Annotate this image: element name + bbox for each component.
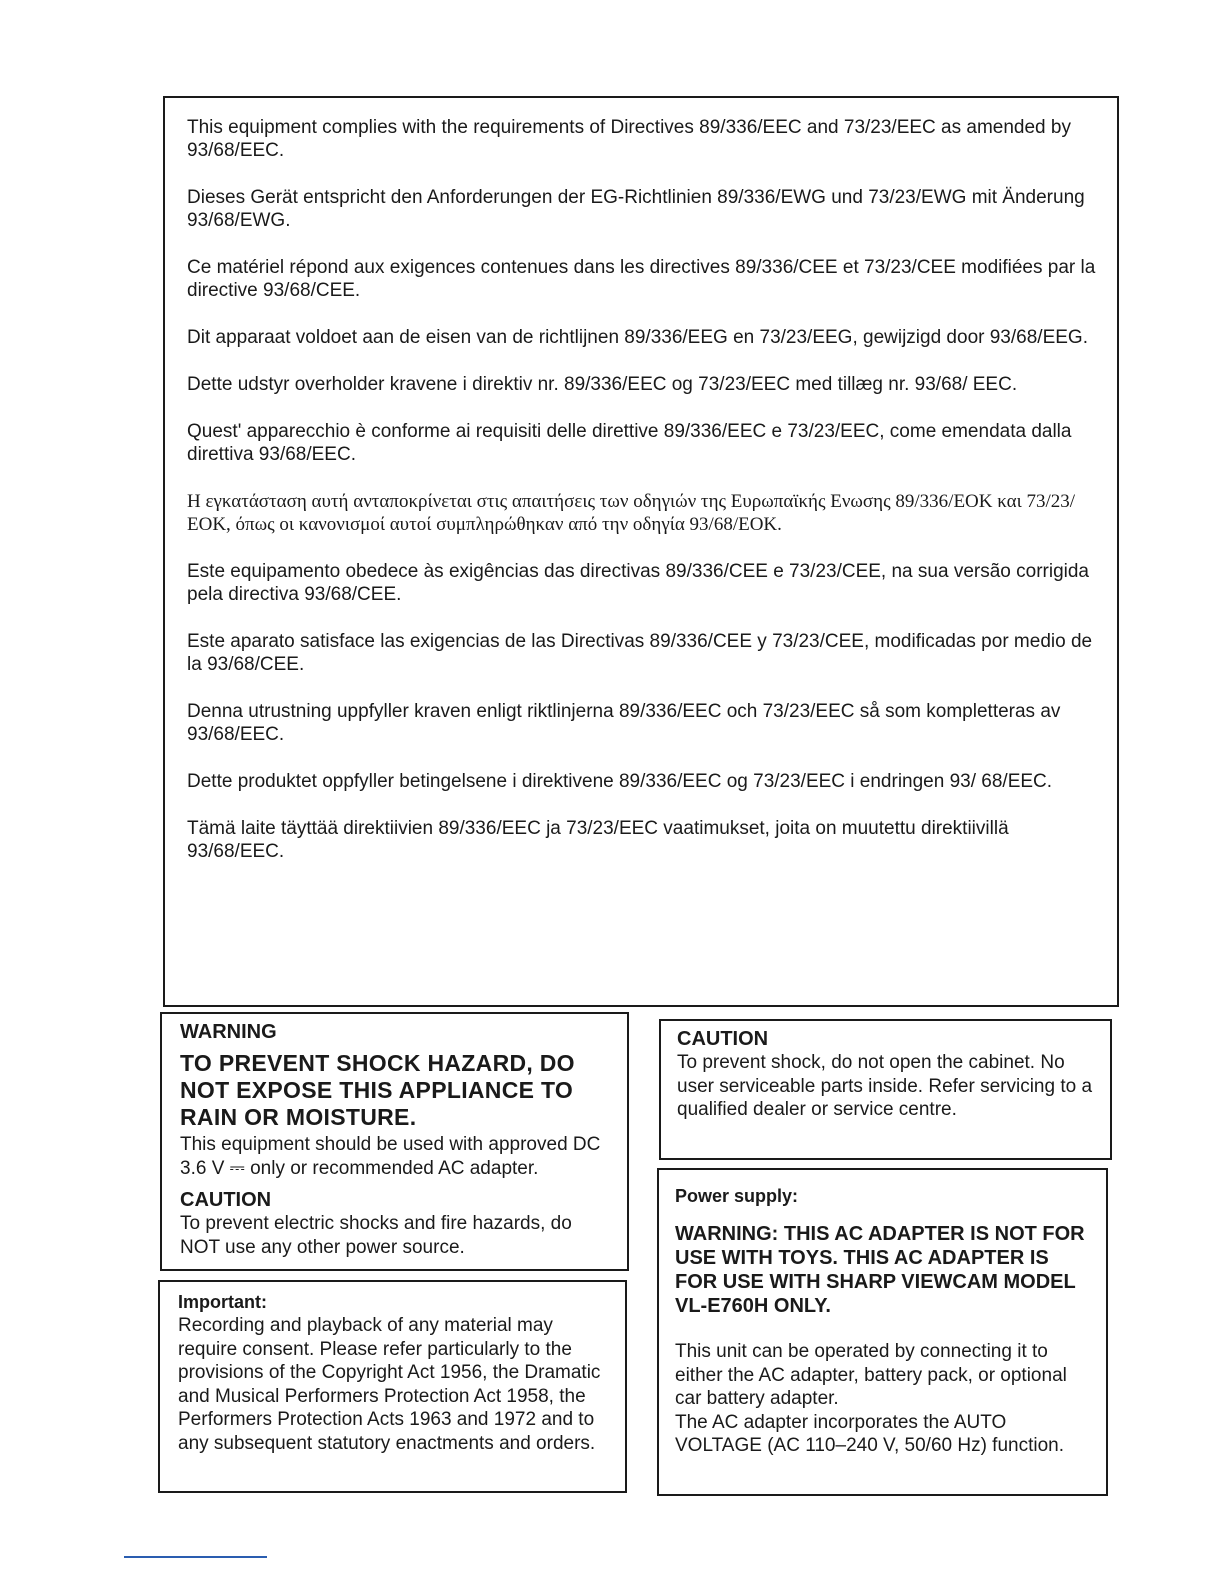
directive-italian: Quest' apparecchio è conforme ai requisiti delle direttive 89/336/EEC e 73/23/EEC, come emendata dalla direttiva 93/68/EEC. bbox=[187, 421, 1072, 465]
directive-greek: Η εγκατάσταση αυτή ανταποκρίνεται στις απαιτήσεις των οδηγιών της Ευρωπαϊκής Ενωσης 89/336/ΕΟΚ και 73/23/ΕΟΚ, όπως οι κανονισμοί αυτοί συμπληρώθηκαν από την οδηγία 93/68/ΕΟΚ. bbox=[187, 491, 1076, 535]
power-operation-text: This unit can be operated by connecting it to either the AC adapter, battery pack, or optional car battery adapter. bbox=[675, 1341, 1067, 1409]
caution-label: CAUTION bbox=[677, 1028, 769, 1050]
shock-hazard-warning: TO PREVENT SHOCK HAZARD, DO NOT EXPOSE THIS APPLIANCE TO RAIN OR MOISTURE. bbox=[180, 1050, 575, 1130]
directive-spanish: Este aparato satisface las exigencias de las Directivas 89/336/CEE y 73/23/CEE, modificadas por medio de la 93/68/CEE. bbox=[187, 631, 1093, 675]
directive-danish: Dette udstyr overholder kravene i direktiv nr. 89/336/EEC og 73/23/EEC med tillæg nr. 93/68/ EEC. bbox=[187, 374, 1018, 395]
important-text: Recording and playback of any material may require consent. Please refer particularly to the provisions of the Copyright Act 1956, the Dramatic and Musical Performers Protection Act 1958, the Performers Protection Acts 1963 and 1972 and to any subsequent statutory enactments and orders. bbox=[178, 1315, 601, 1454]
warning-box bbox=[160, 1012, 629, 1271]
auto-voltage-text: The AC adapter incorporates the AUTO VOLTAGE (AC 110–240 V, 50/60 Hz) function. bbox=[675, 1411, 1065, 1456]
directive-dutch: Dit apparaat voldoet aan de eisen van de richtlijnen 89/336/EEG en 73/23/EEG, gewijzigd door 93/68/EEG. bbox=[187, 327, 1088, 348]
warning-caution-text: To prevent electric shocks and fire hazards, do NOT use any other power source. bbox=[180, 1213, 572, 1258]
warning-label: WARNING bbox=[180, 1021, 277, 1043]
important-label: Important: bbox=[178, 1292, 267, 1312]
footer-rule bbox=[124, 1556, 267, 1558]
directive-finnish: Tämä laite täyttää direktiivien 89/336/EEC ja 73/23/EEC vaatimukset, joita on muutettu direktiivillä 93/68/EEC. bbox=[187, 818, 1009, 862]
approved-power-text: This equipment should be used with approved DC 3.6 V ⎓ only or recommended AC adapter. bbox=[180, 1134, 601, 1179]
caution-box bbox=[659, 1019, 1112, 1160]
important-box bbox=[158, 1280, 627, 1493]
directive-swedish: Denna utrustning uppfyller kraven enligt riktlinjerna 89/336/EEC och 73/23/EEC så som kompletteras av 93/68/EEC. bbox=[187, 701, 1061, 745]
power-supply-label: Power supply: bbox=[675, 1186, 799, 1206]
directive-english: This equipment complies with the requirements of Directives 89/336/EEC and 73/23/EEC as amended by 93/68/EEC. bbox=[187, 117, 1071, 161]
directive-french: Ce matériel répond aux exigences contenues dans les directives 89/336/CEE et 73/23/CEE modifiées par la directive 93/68/CEE. bbox=[187, 257, 1096, 301]
directive-german: Dieses Gerät entspricht den Anforderungen der EG-Richtlinien 89/336/EWG und 73/23/EWG mit Änderung 93/68/EWG. bbox=[187, 187, 1085, 231]
warning-caution-label: CAUTION bbox=[180, 1189, 272, 1211]
ac-adapter-warning: WARNING: THIS AC ADAPTER IS NOT FOR USE WITH TOYS. THIS AC ADAPTER IS FOR USE WITH SHARP VIEWCAM MODEL VL-E760H ONLY. bbox=[675, 1223, 1085, 1317]
caution-text: To prevent shock, do not open the cabinet. No user serviceable parts inside. Refer servicing to a qualified dealer or service centre. bbox=[677, 1052, 1093, 1120]
power-supply-box bbox=[657, 1168, 1108, 1496]
directive-portuguese: Este equipamento obedece às exigências das directivas 89/336/CEE e 73/23/CEE, na sua versão corrigida pela directiva 93/68/CEE. bbox=[187, 561, 1089, 605]
directives-compliance-box bbox=[163, 96, 1119, 1007]
directive-norwegian: Dette produktet oppfyller betingelsene i direktivene 89/336/EEC og 73/23/EEC i endringen 93/ 68/EEC. bbox=[187, 771, 1053, 792]
